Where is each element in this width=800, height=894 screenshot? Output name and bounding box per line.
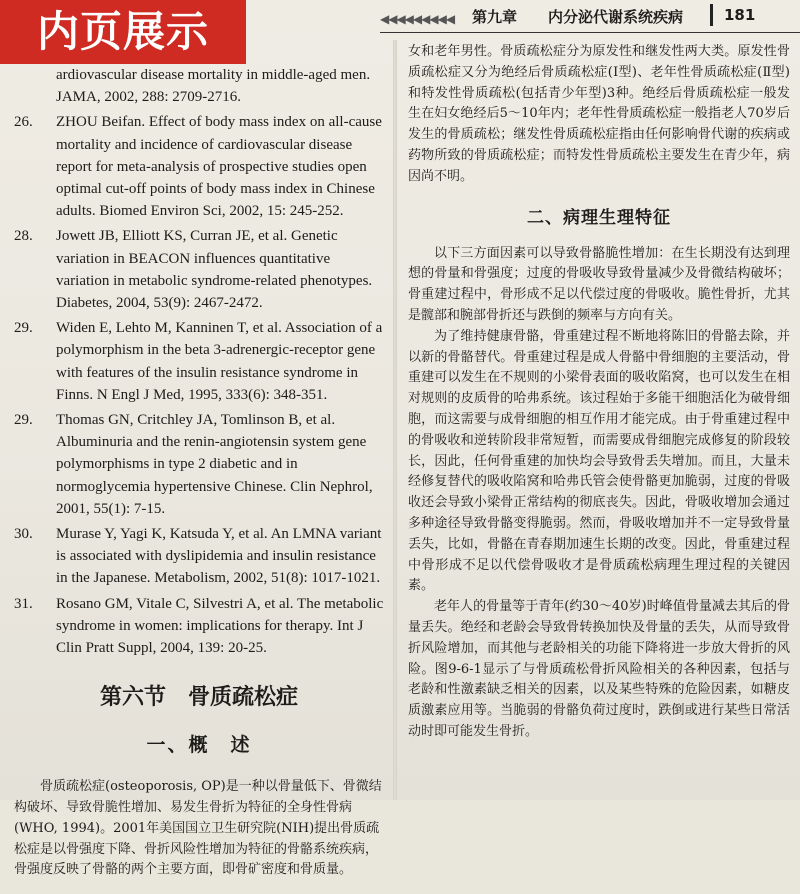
reference-text: ardiovascular disease mortality in middle-aged men. JAMA, 2002, 288: 2709-2716. [56,67,371,106]
reference-text: ZHOU Beifan. Effect of body mass index on all-cause mortality and incidence of cardiovascular disease report for meta-analysis of prospective studies open optimal cut-off points of body mass index in Chinese adults. Biomed Environ Sci, 2002, 15: 245-252. [56,114,382,220]
reference-item [14,523,384,590]
running-header [380,0,800,34]
header-arrow-decoration-icon: ◀◀◀◀◀◀◀◀◀ [380,12,455,26]
page-number: 181 [724,6,756,24]
reference-number: 28. [14,228,33,245]
reference-item [14,64,384,108]
reference-text: Widen E, Lehto M, Kanninen T, et al. Association of a polymorphism in the beta 3-adrenergic-receptor gene with features of the insulin resistance syndrome in Finns. N Engl J Med, 1995, 333(6): 348-351. [56,320,383,403]
reference-text: Jowett JB, Elliott KS, Curran JE, et al. Genetic variation in BEACON influences quantitative variation in metabolic syndrome-related phenotypes. Diabetes, 2004, 53(9): 2467-2472. [56,228,373,312]
overview-paragraph: 骨质疏松症(osteoporosis, OP)是一种以骨量低下、骨微结构破坏、导致骨脆性增加、易发生骨折为特征的全身性骨病(WHO, 1994)。2001年美国国立卫生研究院(NIH)提出骨质疏松症是以骨强度下降、骨折风险性增加为特征的骨骼系统疾病，骨强度反映了骨骼的两个主要方面，即骨矿密度和骨质量。 [14,779,382,878]
left-column [14,64,384,894]
reference-text: Thomas GN, Critchley JA, Tomlinson B, et al. Albuminuria and the renin-angiotensin system gene polymorphisms in type 2 diabetic and in normoglycemia hypertensive Chinese. Clin Nephrol, 2001, 55(1): 7-15. [56,412,373,517]
reference-item [14,593,384,660]
reference-number: 30. [14,526,33,543]
body-paragraph: 为了维持健康骨骼，骨重建过程不断地将陈旧的骨骼去除，并以新的骨骼替代。骨重建过程是成人骨骼中骨细胞的主要活动，骨重建可以发生在不规则的小梁骨表面的吸收陷窝，也可以发生在相对规则的皮质骨的哈弗系统。该过程始于多能干细胞活化为破骨细胞，而这需要与成骨细胞的相互作用才能完成。由于骨重建过程中的骨吸收和逆转阶段非常短暂，而需要成骨细胞完成修复的阶段较长，因此，任何骨重建的加快均会导致骨丢失增加。而且，大量未经修复替代的吸收陷窝和哈弗氏管会使骨骼更加脆弱，过度的骨吸收还会导致小梁骨正常结构的彻底丧失。因此，骨吸收增加会通过多种途径导致骨骼变得脆弱。然而，骨吸收增加并不一定导致骨量丢失，比如，骨骼在青春期加速生长期的改变。因此，骨重建过程中骨形成不足以代偿骨吸收才是骨质疏松病理生理过程的关键因素。 [408,328,790,594]
section-title: 第六节 骨质疏松症 [99,685,298,711]
reference-text: Rosano GM, Vitale C, Silvestri A, et al. The metabolic syndrome in women: implications for therapy. Int J Clin Pratt Suppl, 2004, 139: 20-25. [56,595,384,657]
reference-list [14,64,384,659]
reference-number: 29. [14,412,33,429]
subsection-pathophysiology-title: 二、病理生理特征 [527,207,671,228]
right-column [408,42,790,743]
preview-badge: 内页展示 [0,0,246,64]
header-title: 内分泌代谢系统疾病 [548,8,684,26]
reference-number: 26. [14,114,33,131]
reference-item [14,111,384,222]
reference-item [14,317,384,406]
subsection-overview-title: 一、概 述 [146,734,252,757]
reference-number: 31. [14,595,33,612]
header-divider [710,4,713,26]
reference-text: Murase Y, Yagi K, Katsuda Y, et al. An LMNA variant is associated with dyslipidemia and insulin resistance in the Japanese. Metabolism, 2002, 51(8): 1017-1021. [56,526,382,587]
body-paragraph: 以下三方面因素可以导致骨骼脆性增加：在生长期没有达到理想的骨量和骨强度；过度的骨吸收导致骨量减少及骨微结构破坏；骨重建过程中，骨形成不足以代偿过度的骨吸收。脆性骨折，尤其是髋部和腕部骨折还与跌倒的频率与方向有关。 [408,245,790,323]
reference-number: 29. [14,320,33,337]
reference-item [14,225,384,314]
classification-paragraph: 女和老年男性。骨质疏松症分为原发性和继发性两大类。原发性骨质疏松症又分为绝经后骨质疏松症(Ⅰ型)、老年性骨质疏松症(Ⅱ型)和特发性骨质疏松(包括青少年型)3种。绝经后骨质疏松症一般发生在妇女绝经后5～10年内；老年性骨质疏松症一般指老人70岁后发生的骨质疏松；继发性骨质疏松症指由任何影响骨代谢的疾病或药物所致的骨质疏松症；而特发性骨质疏松主要发生在青少年，病因尚不明。 [408,44,790,184]
body-paragraph: 老年人的骨量等于青年(约30～40岁)时峰值骨量减去其后的骨量丢失。绝经和老龄会导致骨转换加快及骨量的丢失，从而导致骨折风险增加，而其他与老龄相关的功能下降将进一步放大骨折的风险。图9-6-1显示了与骨质疏松骨折风险相关的各种因素，包括与老龄和性激素缺乏相关的因素，以及某些特殊的危险因素，如糖皮质激素应用等。当脆弱的骨骼负荷过度时，跌倒或进行某些日常活动时即可能发生骨折。 [408,599,790,739]
page-gutter [393,40,397,800]
header-chapter: 第九章 [472,8,518,26]
header-rule [380,32,800,33]
reference-item [14,409,384,520]
